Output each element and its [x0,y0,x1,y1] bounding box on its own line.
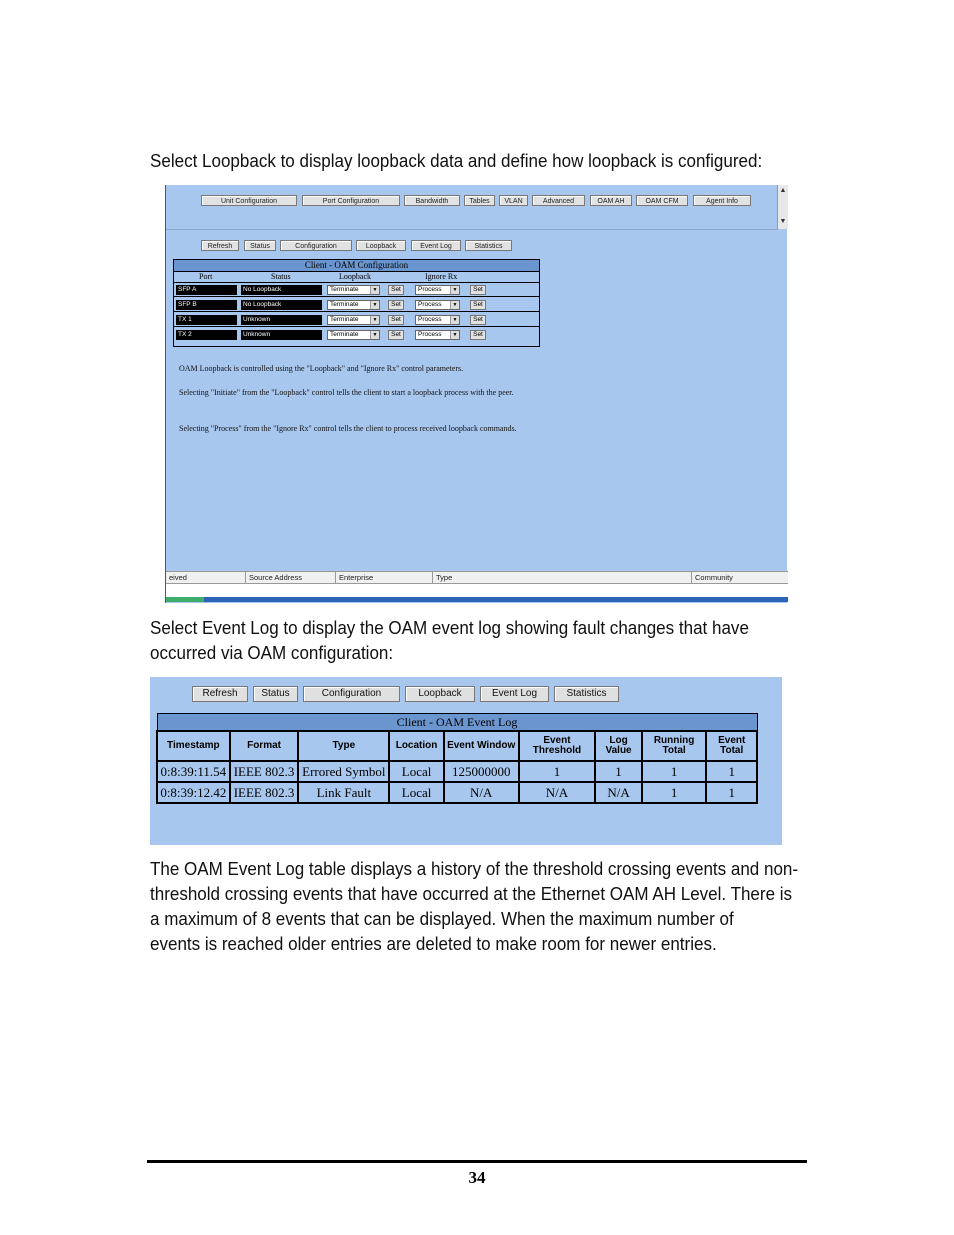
loopback-select[interactable] [327,315,380,325]
top-frame-scrollbar[interactable] [777,185,788,229]
subnav-configuration[interactable]: Configuration [280,240,352,251]
trap-list-area [166,584,788,597]
header-log-value: Log Value [595,731,641,761]
loopback-set-button[interactable]: Set [388,285,404,295]
col-type: Type [432,572,692,584]
loopback-select[interactable] [327,300,380,310]
config-row [174,297,539,312]
chevron-down-icon: ▼ [450,286,459,294]
loopback-set-button[interactable]: Set [388,330,404,340]
cell-log-value: N/A [595,782,641,803]
chevron-down-icon: ▼ [450,331,459,339]
chevron-down-icon: ▼ [450,316,459,324]
table-row [157,782,757,803]
subnav-statistics[interactable]: Statistics [554,686,619,702]
description-line-1: The OAM Event Log table displays a history of the threshold crossing events and non- [150,858,799,879]
oam-event-log-table [156,713,758,804]
nav-oam-ah[interactable]: OAM AH [590,195,632,206]
header-event-total: Event Total [706,731,757,761]
nav-tables[interactable]: Tables [464,195,495,206]
cell-timestamp: 0:8:39:11.54 [157,761,230,782]
intro-eventlog-text-1: Select Event Log to display the OAM event log showing fault changes that have [150,617,749,638]
header-port: Port [199,272,213,281]
config-row [174,282,539,297]
header-location: Location [389,731,444,761]
subnav-loopback[interactable]: Loopback [405,686,475,702]
ignore-rx-set-button[interactable]: Set [470,300,486,310]
intro-loopback-text: Select Loopback to display loopback data and define how loopback is configured: [150,150,763,171]
intro-eventlog-text-2: occurred via OAM configuration: [150,642,394,663]
col-received: eived [169,573,187,582]
cell-format: IEEE 802.3 [230,761,299,782]
ignore-rx-select[interactable] [415,315,460,325]
description-line-3: a maximum of 8 events that can be displayed. When the maximum number of [150,908,734,929]
header-format: Format [230,731,299,761]
ignore-rx-select-value: Process [418,331,442,338]
subnav-status[interactable]: Status [253,686,298,702]
oam-configuration-table [173,259,540,347]
loopback-select[interactable] [327,285,380,295]
ignore-rx-select[interactable] [415,285,460,295]
header-loopback: Loopback [339,272,371,281]
ignore-rx-select-value: Process [418,316,442,323]
ignore-rx-set-button[interactable]: Set [470,315,486,325]
cell-event-window: 125000000 [444,761,519,782]
cell-event-threshold: N/A [519,782,596,803]
loopback-set-button[interactable]: Set [388,315,404,325]
loopback-screenshot [165,185,787,603]
header-running-total: Running Total [642,731,707,761]
table-row [157,761,757,782]
port-name: SFP A [176,285,237,295]
loopback-set-button[interactable]: Set [388,300,404,310]
cell-location: Local [389,761,444,782]
page-number: 34 [468,1168,486,1187]
loopback-note-1: OAM Loopback is controlled using the "Loopback" and "Ignore Rx" control parameters. [179,364,464,373]
header-event-threshold: Event Threshold [519,731,596,761]
ignore-rx-set-button[interactable]: Set [470,285,486,295]
header-status: Status [271,272,291,281]
taskbar-strip [166,597,788,602]
col-community: Community [691,572,788,584]
cell-running-total: 1 [642,761,707,782]
loopback-select-value: Terminate [330,331,359,338]
subnav-event-log[interactable]: Event Log [411,240,461,251]
cell-event-total: 1 [706,761,757,782]
subnav-status[interactable]: Status [244,240,276,251]
cell-location: Local [389,782,444,803]
config-row [174,312,539,327]
cell-event-window: N/A [444,782,519,803]
nav-oam-cfm[interactable]: OAM CFM [636,195,688,206]
trap-column-header-bar [166,571,788,584]
ignore-rx-set-button[interactable]: Set [470,330,486,340]
loopback-select-value: Terminate [330,316,359,323]
loopback-status: Unknown [241,330,322,340]
subnav-event-log[interactable]: Event Log [480,686,549,702]
loopback-status: Unknown [241,315,322,325]
nav-port-configuration[interactable]: Port Configuration [302,195,400,206]
subnav-refresh[interactable]: Refresh [201,240,239,251]
ignore-rx-select-value: Process [418,301,442,308]
event-log-header-row [157,731,757,761]
chevron-down-icon: ▼ [370,286,379,294]
port-name: TX 2 [176,330,237,340]
subnav-refresh[interactable]: Refresh [192,686,248,702]
col-enterprise: Enterprise [335,572,433,584]
taskbar-start [166,597,204,602]
cell-type: Link Fault [298,782,389,803]
loopback-note-2: Selecting "Initiate" from the "Loopback" control tells the client to start a loopback process with the peer. [179,388,514,397]
ignore-rx-select[interactable] [415,300,460,310]
chevron-down-icon: ▼ [370,316,379,324]
subnav-configuration[interactable]: Configuration [303,686,400,702]
event-log-screenshot [150,677,782,845]
loopback-select-value: Terminate [330,286,359,293]
loopback-status: No Loopback [241,285,322,295]
chevron-down-icon: ▼ [370,331,379,339]
frame-divider [166,229,778,230]
ignore-rx-select[interactable] [415,330,460,340]
config-table-title: Client - OAM Configuration [174,260,539,271]
header-event-window: Event Window [444,731,519,761]
col-source-address: Source Address [245,572,335,584]
chevron-down-icon: ▼ [450,301,459,309]
loopback-select-value: Terminate [330,301,359,308]
cell-log-value: 1 [595,761,641,782]
cell-type: Errored Symbol [298,761,389,782]
port-name: SFP B [176,300,237,310]
nav-bandwidth[interactable]: Bandwidth [404,195,460,206]
loopback-status: No Loopback [241,300,322,310]
scroll-up-arrow-icon[interactable]: ▲ [779,187,787,194]
subnav-loopback[interactable]: Loopback [356,240,406,251]
loopback-select[interactable] [327,330,380,340]
cell-event-total: 1 [706,782,757,803]
chevron-down-icon: ▼ [370,301,379,309]
description-line-4: events is reached older entries are deleted to make room for newer entries. [150,933,717,954]
header-type: Type [298,731,389,761]
header-timestamp: Timestamp [157,731,230,761]
nav-unit-configuration[interactable]: Unit Configuration [201,195,297,206]
config-row [174,327,539,342]
cell-timestamp: 0:8:39:12.42 [157,782,230,803]
nav-advanced[interactable]: Advanced [532,195,585,206]
port-name: TX 1 [176,315,237,325]
footer-rule [147,1160,807,1163]
scroll-down-arrow-icon[interactable]: ▼ [779,218,787,225]
nav-vlan[interactable]: VLAN [499,195,528,206]
description-line-2: threshold crossing events that have occurred at the Ethernet OAM AH Level. There is [150,883,793,904]
cell-format: IEEE 802.3 [230,782,299,803]
ignore-rx-select-value: Process [418,286,442,293]
nav-agent-info[interactable]: Agent Info [693,195,751,206]
cell-event-threshold: 1 [519,761,596,782]
subnav-statistics[interactable]: Statistics [465,240,512,251]
loopback-note-3: Selecting "Process" from the "Ignore Rx" control tells the client to process received loopback commands. [179,424,517,433]
event-log-title: Client - OAM Event Log [157,714,757,732]
header-ignore-rx: Ignore Rx [425,272,458,281]
cell-running-total: 1 [642,782,707,803]
